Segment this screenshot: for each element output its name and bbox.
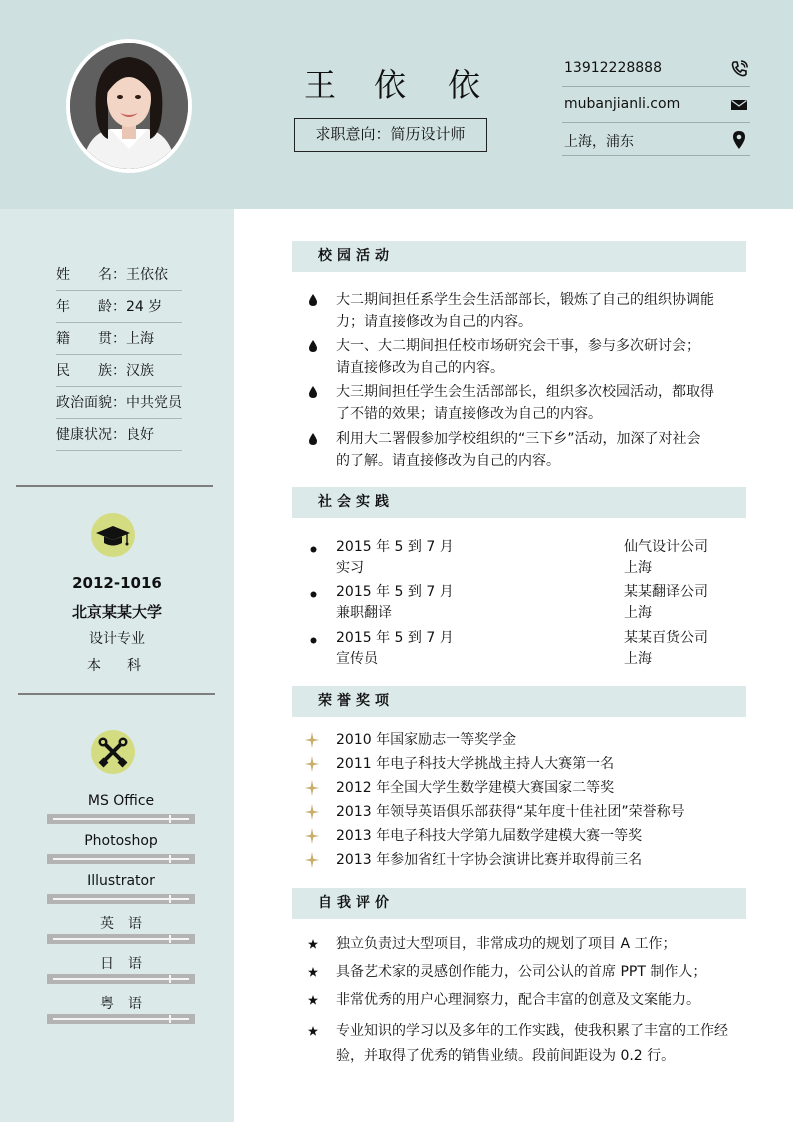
campus-item-line: 大三期间担任学生会生活部部长，组织多次校园活动，都取得: [336, 384, 714, 400]
practice-city: 上海: [624, 560, 652, 576]
award-star-icon: [305, 756, 319, 775]
self-eval-line: 具备艺术家的灵感创作能力，公司公认的首席 PPT 制作人；: [336, 964, 707, 980]
skills-icon-circle: [91, 730, 135, 774]
avatar: [66, 39, 192, 173]
education-school: 北京某某大学: [71, 603, 162, 621]
award-item: 2013 年参加省红十字协会演讲比赛并取得前三名: [336, 852, 643, 868]
skill-level-marker: [169, 855, 171, 863]
name-char-1: 王: [304, 66, 337, 104]
graduation-cap-icon: [91, 513, 135, 557]
practice-date: 2015 年 5 到 7 月: [336, 584, 454, 600]
name-char-3: 依: [448, 66, 481, 104]
campus-item-line: 利用大二署假参加学校组织的“三下乡”活动，加深了对社会: [336, 431, 701, 447]
award-star-icon: [305, 780, 319, 799]
skill-name: Illustrator: [87, 873, 155, 889]
award-item: 2013 年电子科技大学第九届数学建模大赛一等奖: [336, 828, 643, 844]
award-item: 2011 年电子科技大学挑战主持人大赛第一名: [336, 756, 615, 772]
section-practice-title: 社会实践: [292, 487, 746, 518]
section-campus-title: 校园活动: [292, 241, 746, 272]
practice-date: 2015 年 5 到 7 月: [336, 630, 454, 646]
award-item: 2012 年全国大学生数学建模大赛国家二等奖: [336, 780, 615, 796]
skill-level-marker: [169, 935, 171, 943]
campus-item-line: 请直接修改为自己的内容。: [336, 360, 504, 376]
skill-level-bar: [47, 974, 195, 984]
self-eval-line: 独立负责过大型项目，非常成功的规划了项目 A 工作；: [336, 936, 677, 952]
self-star-icon: [308, 995, 318, 1008]
practice-city: 上海: [624, 605, 652, 621]
skill-level-bar: [47, 814, 195, 824]
skill-name: 英 语: [100, 916, 142, 932]
education-major: 设计专业: [89, 631, 145, 647]
skill-name: MS Office: [87, 793, 155, 809]
skill-level-marker: [169, 895, 171, 903]
info-ethnicity: 民 族：汉族: [56, 355, 182, 387]
info-name: 姓 名：王依依: [56, 259, 182, 291]
award-star-icon: [305, 852, 319, 871]
skill-level-marker: [169, 815, 171, 823]
skill-name: Photoshop: [84, 833, 158, 849]
campus-item-line: 大一、大二期间担任校市场研究会干事，参与多次研讨会；: [336, 338, 700, 354]
skill-level-marker: [169, 975, 171, 983]
award-star-icon: [305, 804, 319, 823]
website-text: mubanjianli.com: [564, 96, 681, 112]
campus-item-line: 的了解。请直接修改为自己的内容。: [336, 453, 560, 469]
practice-role: 兼职翻译: [336, 605, 392, 621]
tools-icon: [91, 730, 135, 774]
award-star-icon: [305, 732, 319, 751]
info-origin: 籍 贯：上海: [56, 323, 182, 355]
name-char-2: 依: [374, 66, 407, 104]
skill-level-bar: [47, 1014, 195, 1024]
campus-bullet-icon: [309, 386, 317, 401]
skill-level-bar: [47, 854, 195, 864]
candidate-name: [298, 60, 498, 106]
practice-role: 宣传员: [336, 651, 378, 667]
practice-bullet-icon: [310, 588, 317, 601]
award-item: 2013 年领导英语俱乐部获得“某年度十佳社团”荣誉称号: [336, 804, 685, 820]
award-item: 2010 年国家励志一等奖学金: [336, 732, 517, 748]
section-self-title: 自我评价: [292, 888, 746, 919]
self-star-icon: [308, 967, 318, 980]
skill-name: 粤 语: [100, 996, 142, 1012]
mail-icon: [730, 96, 748, 114]
sidebar-divider-2: [18, 693, 215, 695]
practice-role: 实习: [336, 560, 364, 576]
job-intention: 求职意向：简历设计师: [294, 118, 487, 152]
contact-phone: [562, 51, 750, 87]
practice-city: 上海: [624, 651, 652, 667]
campus-bullet-icon: [309, 433, 317, 448]
skill-level-marker: [169, 1015, 171, 1023]
location-icon: [730, 130, 748, 150]
skill-name: 日 语: [100, 956, 142, 972]
education-degree: 本 科: [87, 658, 147, 674]
practice-bullet-icon: [310, 543, 317, 556]
campus-item-line: 大二期间担任系学生会生活部部长，锻炼了自己的组织协调能: [336, 292, 714, 308]
education-icon-circle: [91, 513, 135, 557]
self-star-icon: [308, 1026, 318, 1039]
campus-item-line: 了不错的效果；请直接修改为自己的内容。: [336, 406, 602, 422]
practice-date: 2015 年 5 到 7 月: [336, 539, 454, 555]
phone-text: 13912228888: [564, 60, 662, 76]
self-eval-line: 验，并取得了优秀的销售业绩。段前间距设为 0.2 行。: [336, 1048, 676, 1064]
practice-company: 仙气设计公司: [624, 539, 708, 555]
phone-icon: [730, 60, 748, 78]
award-star-icon: [305, 828, 319, 847]
education-period: 2012-1016: [72, 574, 162, 592]
self-star-icon: [308, 939, 318, 952]
campus-bullet-icon: [309, 294, 317, 309]
self-eval-line: 非常优秀的用户心理洞察力，配合丰富的创意及文案能力。: [336, 992, 700, 1008]
section-awards-title: 荣誉奖项: [292, 686, 746, 717]
contact-address: [562, 122, 750, 156]
sidebar-divider-1: [16, 485, 213, 487]
info-political: 政治面貌：中共党员: [56, 387, 182, 419]
skill-level-bar: [47, 934, 195, 944]
info-health: 健康状况：良好: [56, 419, 182, 451]
contact-website: [562, 87, 750, 123]
practice-bullet-icon: [310, 634, 317, 647]
skill-level-bar: [47, 894, 195, 904]
practice-company: 某某百货公司: [624, 630, 708, 646]
practice-company: 某某翻译公司: [624, 584, 708, 600]
self-eval-line: 专业知识的学习以及多年的工作实践，使我积累了丰富的工作经: [336, 1023, 728, 1039]
info-age: 年 龄：24 岁: [56, 291, 182, 323]
campus-item-line: 力；请直接修改为自己的内容。: [336, 314, 532, 330]
address-text: 上海，浦东: [564, 134, 634, 150]
campus-bullet-icon: [309, 340, 317, 355]
